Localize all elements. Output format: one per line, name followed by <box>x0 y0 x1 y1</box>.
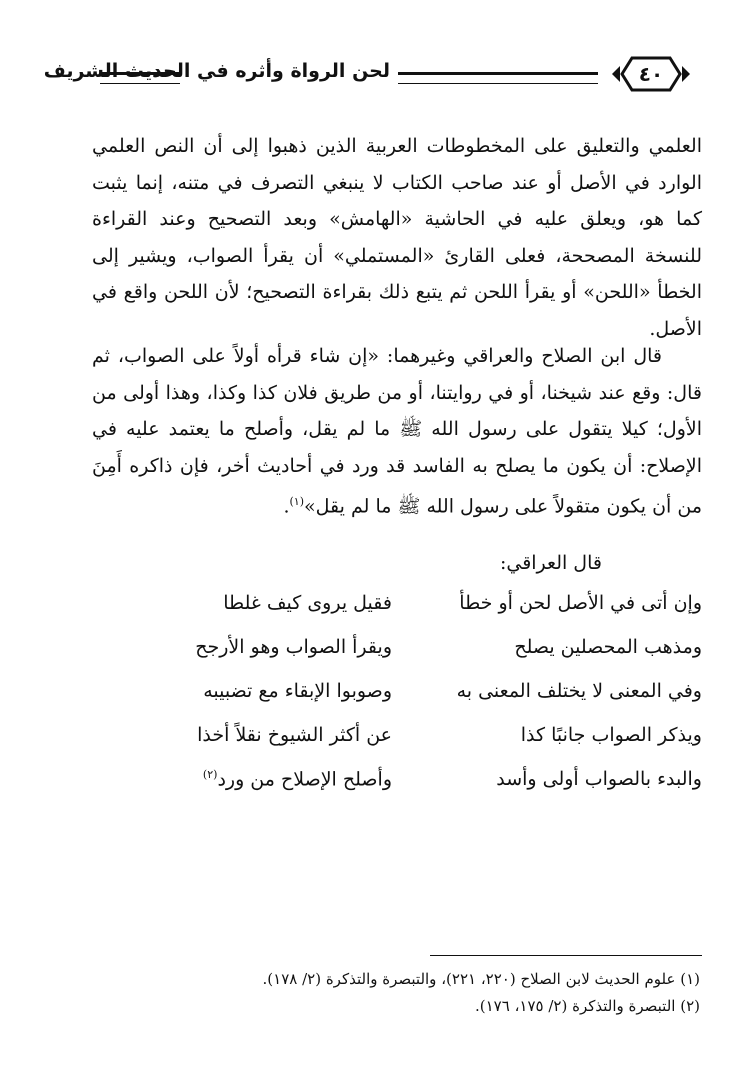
running-title: لحن الرواة وأثره في الحديث الشريف <box>43 60 390 82</box>
paragraph-2-text: قال ابن الصلاح والعراقي وغيرهما: «إن شاء قرأه أولاً على الصواب، ثم قال: وقع عند شيخنا، أو في روايتنا، أو من طريق فلان كذا وكذا، وهذا أولى من الأول؛ كيلا يتقول على رسول الله ﷺ ما لم يقل، وأصلح ما يعتمد عليه في الإصلاح: أن يكون ما يصلح به الفاسد قد ورد في أحاديث أخر، فإن ذاكره أَمِنَ من أن يكون متقولاً على رسول الله ﷺ ما لم يقل» <box>92 345 702 518</box>
footnotes <box>80 966 700 1020</box>
verse-line <box>92 636 702 680</box>
paragraph-1 <box>92 128 702 347</box>
verse-first-hemistich: ومذهب المحصلين يصلح <box>514 636 702 658</box>
footnote-ref-1: (١) <box>289 495 305 508</box>
verse-first-hemistich: وفي المعنى لا يختلف المعنى به <box>456 680 702 702</box>
verse-first-hemistich: وإن أتى في الأصل لحن أو خطأ <box>459 592 702 614</box>
verse-second-hemistich-text: وأصلح الإصلاح من ورد <box>217 768 392 791</box>
verse-first-hemistich: والبدء بالصواب أولى وأسد <box>496 768 702 790</box>
page-number: ٤٠ <box>638 62 664 86</box>
verse-block <box>92 592 702 812</box>
verse-line <box>92 680 702 724</box>
verse-first-hemistich: ويذكر الصواب جانبًا كذا <box>520 724 702 746</box>
verse-second-hemistich <box>92 768 392 790</box>
footnote-ref-2: (٢) <box>202 768 218 781</box>
footnote-2: (٢) التبصرة والتذكرة (٢/ ١٧٥، ١٧٦). <box>475 997 700 1015</box>
verse-second-hemistich: عن أكثر الشيوخ نقلاً أخذا <box>197 724 392 746</box>
running-header <box>43 48 710 102</box>
header-rule-right <box>398 72 598 84</box>
footnote-separator <box>430 955 702 956</box>
verse-second-hemistich: فقيل يروى كيف غلطا <box>223 592 392 614</box>
verse-intro: قال العراقي: <box>499 552 602 574</box>
footnote-1: (١) علوم الحديث لابن الصلاح (٢٢٠، ٢٢١)، والتبصرة والتذكرة (٢/ ١٧٨). <box>262 970 700 988</box>
verse-second-hemistich: وصوبوا الإبقاء مع تضبيبه <box>203 680 392 702</box>
verse-line <box>92 592 702 636</box>
header-rule-left <box>100 72 180 84</box>
verse-line <box>92 768 702 812</box>
verse-line <box>92 724 702 768</box>
paragraph-1-text: العلمي والتعليق على المخطوطات العربية الذين ذهبوا إلى أن النص العلمي الوارد في الأصل أو عند صاحب الكتاب لا ينبغي التصرف في متنه، إنما يثبت كما هو، ويعلق عليه في الحاشية «الهامش» وبعد التصحيح وعند القراءة للنسخة المصححة، فعلى القارئ «المستملي» أن يقرأ الصواب، ويشير إلى الخطأ «اللحن» أو يقرأ اللحن ثم يتبع ذلك بقراءة التصحيح؛ لأن اللحن واقع في الأصل. <box>92 135 702 340</box>
verse-second-hemistich: ويقرأ الصواب وهو الأرجح <box>195 636 392 658</box>
paragraph-2: قال ابن الصلاح والعراقي وغيرهما: «إن شاء قرأه أولاً على الصواب، ثم قال: وقع عند شيخنا، أو في روايتنا، أو من طريق فلان كذا وكذا، وهذا أولى من الأول؛ كيلا يتقول على رسول الله ﷺ ما لم يقل، وأصلح ما يعتمد عليه في الإصلاح: أن يكون ما يصلح به الفاسد قد ورد في أحاديث أخر، فإن ذاكره أَمِنَ من أن يكون متقولاً على رسول الله ﷺ ما لم يقل»$^{(١)}$. <box>92 345 702 518</box>
